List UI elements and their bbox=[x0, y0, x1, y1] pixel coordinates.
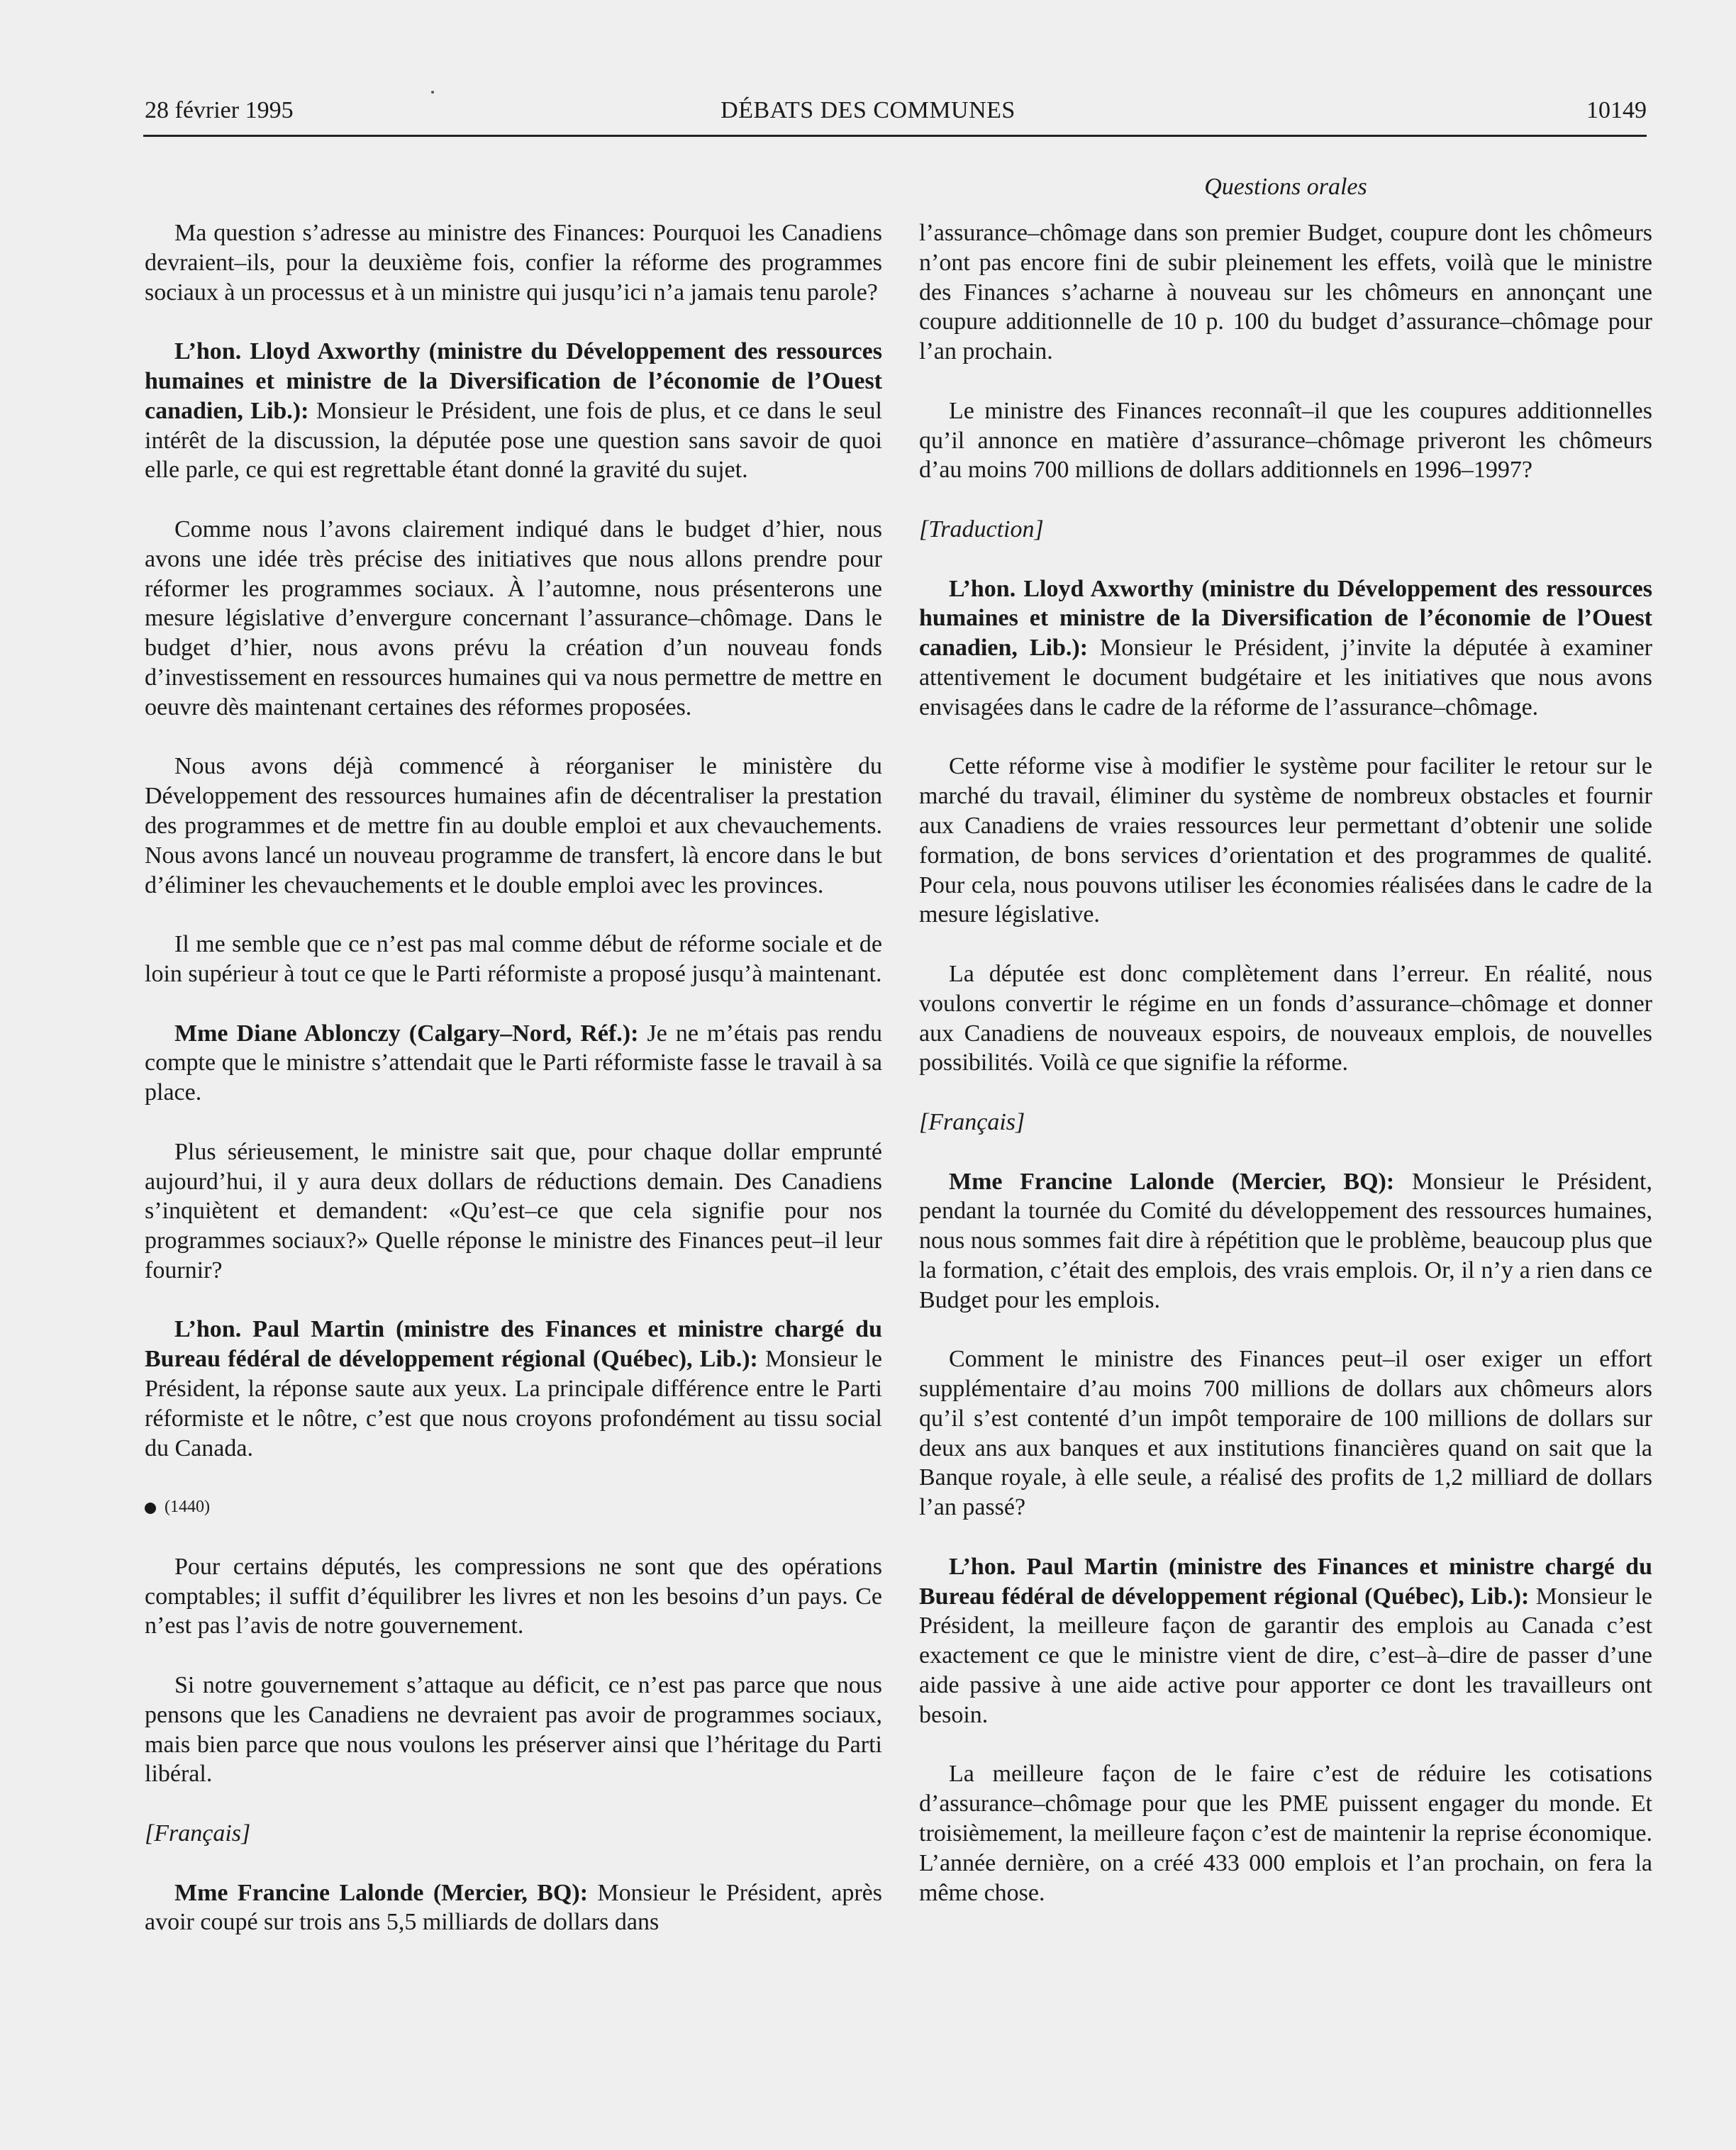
paragraph: Plus sérieusement, le ministre sait que, pour chaque dollar emprunté aujourd’hui, il y aura deux dollars de réductions demain. Des Canadiens s’inquiètent et demandent: «Qu’est–ce que cela signifie pour nos programmes sociaux?» Quelle réponse le ministre des Finances peut–il leur fournir? bbox=[145, 1138, 882, 1283]
speaker-name: L’hon. Paul Martin (ministre des Finances et ministre chargé du Bureau fédéral de développement régional (Québec), Lib.): bbox=[919, 1553, 1652, 1610]
scan-speck bbox=[431, 91, 434, 94]
speaker-name: L’hon. Lloyd Axworthy (ministre du Développement des ressources humaines et ministre de la Diversification de l’économie de l’Ouest canadien, Lib.): bbox=[919, 575, 1652, 662]
speaker-name: L’hon. Paul Martin (ministre des Finances et ministre chargé du Bureau fédéral de développement régional (Québec), Lib.): bbox=[145, 1316, 882, 1373]
paragraph: Le ministre des Finances reconnaît–il que les coupures additionnelles qu’il annonce en matière d’assurance–chômage priveront les chômeurs d’au moins 700 millions de dollars additionnels en 1996–1997? bbox=[919, 397, 1652, 484]
right-column bbox=[919, 218, 1652, 1937]
header-rule bbox=[143, 135, 1647, 137]
language-tag: [Français] bbox=[919, 1108, 1025, 1135]
language-tag: [Traduction] bbox=[919, 516, 1044, 542]
paragraph bbox=[919, 1167, 1652, 1315]
paragraph bbox=[145, 1315, 882, 1463]
paragraph: Pour certains députés, les compressions ne sont que des opérations comptables; il suffit d’équilibrer les livres et non les besoins d’un pays. Ce n’est pas l’avis de notre gouvernement. bbox=[145, 1553, 882, 1639]
paragraph: Si notre gouvernement s’attaque au déficit, ce n’est pas parce que nous pensons que les Canadiens ne devraient pas avoir de programmes sociaux, mais bien parce que nous voulons les préserver ainsi que l’héritage du Parti libéral. bbox=[145, 1672, 882, 1788]
paragraph: l’assurance–chômage dans son premier Budget, coupure dont les chômeurs n’ont pas encore fini de subir pleinement les effets, voilà que le ministre des Finances s’acharne à nouveau sur les chômeurs en annonçant une coupure additionnelle de 10 p. 100 du budget d’assurance–chômage pour l’an prochain. bbox=[919, 220, 1652, 365]
paragraph: La meilleure façon de le faire c’est de réduire les cotisations d’assurance–chômage pour que les PME puissent engager du monde. Et troisièmement, la meilleure façon c’est de maintenir la reprise économique. L’année dernière, on a créé 433 000 emplois et l’an prochain, on fera la même chose. bbox=[919, 1761, 1652, 1906]
speaker-name: Mme Diane Ablonczy (Calgary–Nord, Réf.): bbox=[174, 1020, 639, 1047]
paragraph bbox=[145, 1019, 882, 1108]
speech-text: Monsieur le Président, une fois de plus, et ce dans le seul intérêt de la discussion, la députée pose une question sans savoir de quoi elle parle, ce qui est regrettable étant donné la gravité du sujet. bbox=[145, 397, 882, 484]
paragraph: Cette réforme vise à modifier le système pour faciliter le retour sur le marché du travail, éliminer du système de nombreux obstacles et fournir aux Canadiens de vraies ressources leur permettant d’obtenir une solide formation, de bons services d’orientation et des programmes de qualité. Pour cela, nous pouvons utiliser les économies réalisées dans le cadre de la mesure législative. bbox=[919, 753, 1652, 928]
header-publication: DÉBATS DES COMMUNES bbox=[720, 97, 1016, 123]
language-tag: [Français] bbox=[145, 1820, 251, 1847]
paragraph bbox=[145, 1878, 882, 1938]
speaker-name: Mme Francine Lalonde (Mercier, BQ): bbox=[174, 1879, 589, 1906]
bullet-icon bbox=[145, 1503, 156, 1514]
paragraph: Nous avons déjà commencé à réorganiser le ministère du Développement des ressources humaines afin de décentraliser la prestation des programmes et de mettre fin au double emploi et aux chevauchements. Nous avons lancé un nouveau programme de transfert, là encore dans le but d’éliminer les chevauchements et le double emploi avec les provinces. bbox=[145, 753, 882, 898]
speaker-name: Mme Francine Lalonde (Mercier, BQ): bbox=[949, 1168, 1395, 1195]
paragraph: Ma question s’adresse au ministre des Finances: Pourquoi les Canadiens devraient–ils, pour la deuxième fois, confier la réforme des programmes sociaux à un processus et à un ministre qui jusqu’ici n’a jamais tenu parole? bbox=[145, 220, 882, 306]
paragraph: La députée est donc complètement dans l’erreur. En réalité, nous voulons convertir le régime en un fonds d’assurance–chômage et donner aux Canadiens de nouveaux espoirs, de nouveaux emplois, de nouvelles possibilités. Voilà ce que signifie la réforme. bbox=[919, 960, 1652, 1076]
paragraph: Il me semble que ce n’est pas mal comme début de réforme sociale et de loin supérieur à tout ce que le Parti réformiste a proposé jusqu’à maintenant. bbox=[145, 931, 882, 987]
header-page-number: 10149 bbox=[1586, 97, 1647, 123]
timestamp-text: (1440) bbox=[165, 1498, 210, 1517]
paragraph: Comme nous l’avons clairement indiqué dans le budget d’hier, nous avons une idée très précise des initiatives que nous allons prendre pour réformer les programmes sociaux. À l’automne, nous présenterons une mesure législative d’envergure concernant l’assurance–chômage. Dans le budget d’hier, nous avons prévu la création d’un nouveau fonds d’investissement en ressources humaines qui va nous permettre de mettre en oeuvre dès maintenant certaines des réformes proposées. bbox=[145, 516, 882, 720]
speech-text: Je ne m’étais pas rendu compte que le ministre s’attendait que le Parti réformiste fasse le travail à sa place. bbox=[145, 1020, 882, 1106]
section-rubric: Questions orales bbox=[1204, 174, 1367, 200]
paragraph: Comment le ministre des Finances peut–il oser exiger un effort supplémentaire d’au moins 700 millions de dollars aux chômeurs alors qu’il s’est contenté d’un impôt temporaire de 100 millions de dollars sur deux ans aux banques et aux institutions financières quand on sait que la Banque royale, à elle seule, a réalisé des profits de 1,2 milliard de dollars l’an passé? bbox=[919, 1346, 1652, 1521]
speech-text: Monsieur le Président, pendant la tournée du Comité du développement des ressources humaines, nous nous sommes fait dire à répétition que le problème, beaucoup plus que la formation, c’était des emplois, des vrais emplois. Or, il n’y a rien dans ce Budget pour les emplois. bbox=[919, 1168, 1652, 1313]
paragraph bbox=[145, 337, 882, 485]
speech-text: Monsieur le Président, j’invite la députée à examiner attentivement le document budgétaire et les initiatives que nous avons envisagées dans le cadre de la réforme de l’assurance–chômage. bbox=[919, 635, 1652, 720]
speech-text: Monsieur le Président, la meilleure façon de garantir des emplois au Canada c’est exactement ce que le ministre vient de dire, c’est–à–dire de passer d’une aide passive à une aide active pour apporter ce dont les travailleurs ont besoin. bbox=[919, 1583, 1652, 1728]
timestamp bbox=[145, 1493, 882, 1522]
paragraph bbox=[919, 1552, 1652, 1730]
paragraph bbox=[919, 574, 1652, 723]
speaker-name: L’hon. Lloyd Axworthy (ministre du Développement des ressources humaines et ministre de la Diversification de l’économie de l’Ouest canadien, Lib.): bbox=[145, 338, 882, 424]
speech-text: Monsieur le Président, après avoir coupé sur trois ans 5,5 milliards de dollars dans bbox=[145, 1879, 882, 1936]
left-column bbox=[145, 218, 882, 1967]
speech-text: Monsieur le Président, la réponse saute aux yeux. La principale différence entre le Parti réformiste et le nôtre, c’est que nous croyons profondément au tissu social du Canada. bbox=[145, 1346, 882, 1461]
header-date: 28 février 1995 bbox=[145, 97, 294, 123]
